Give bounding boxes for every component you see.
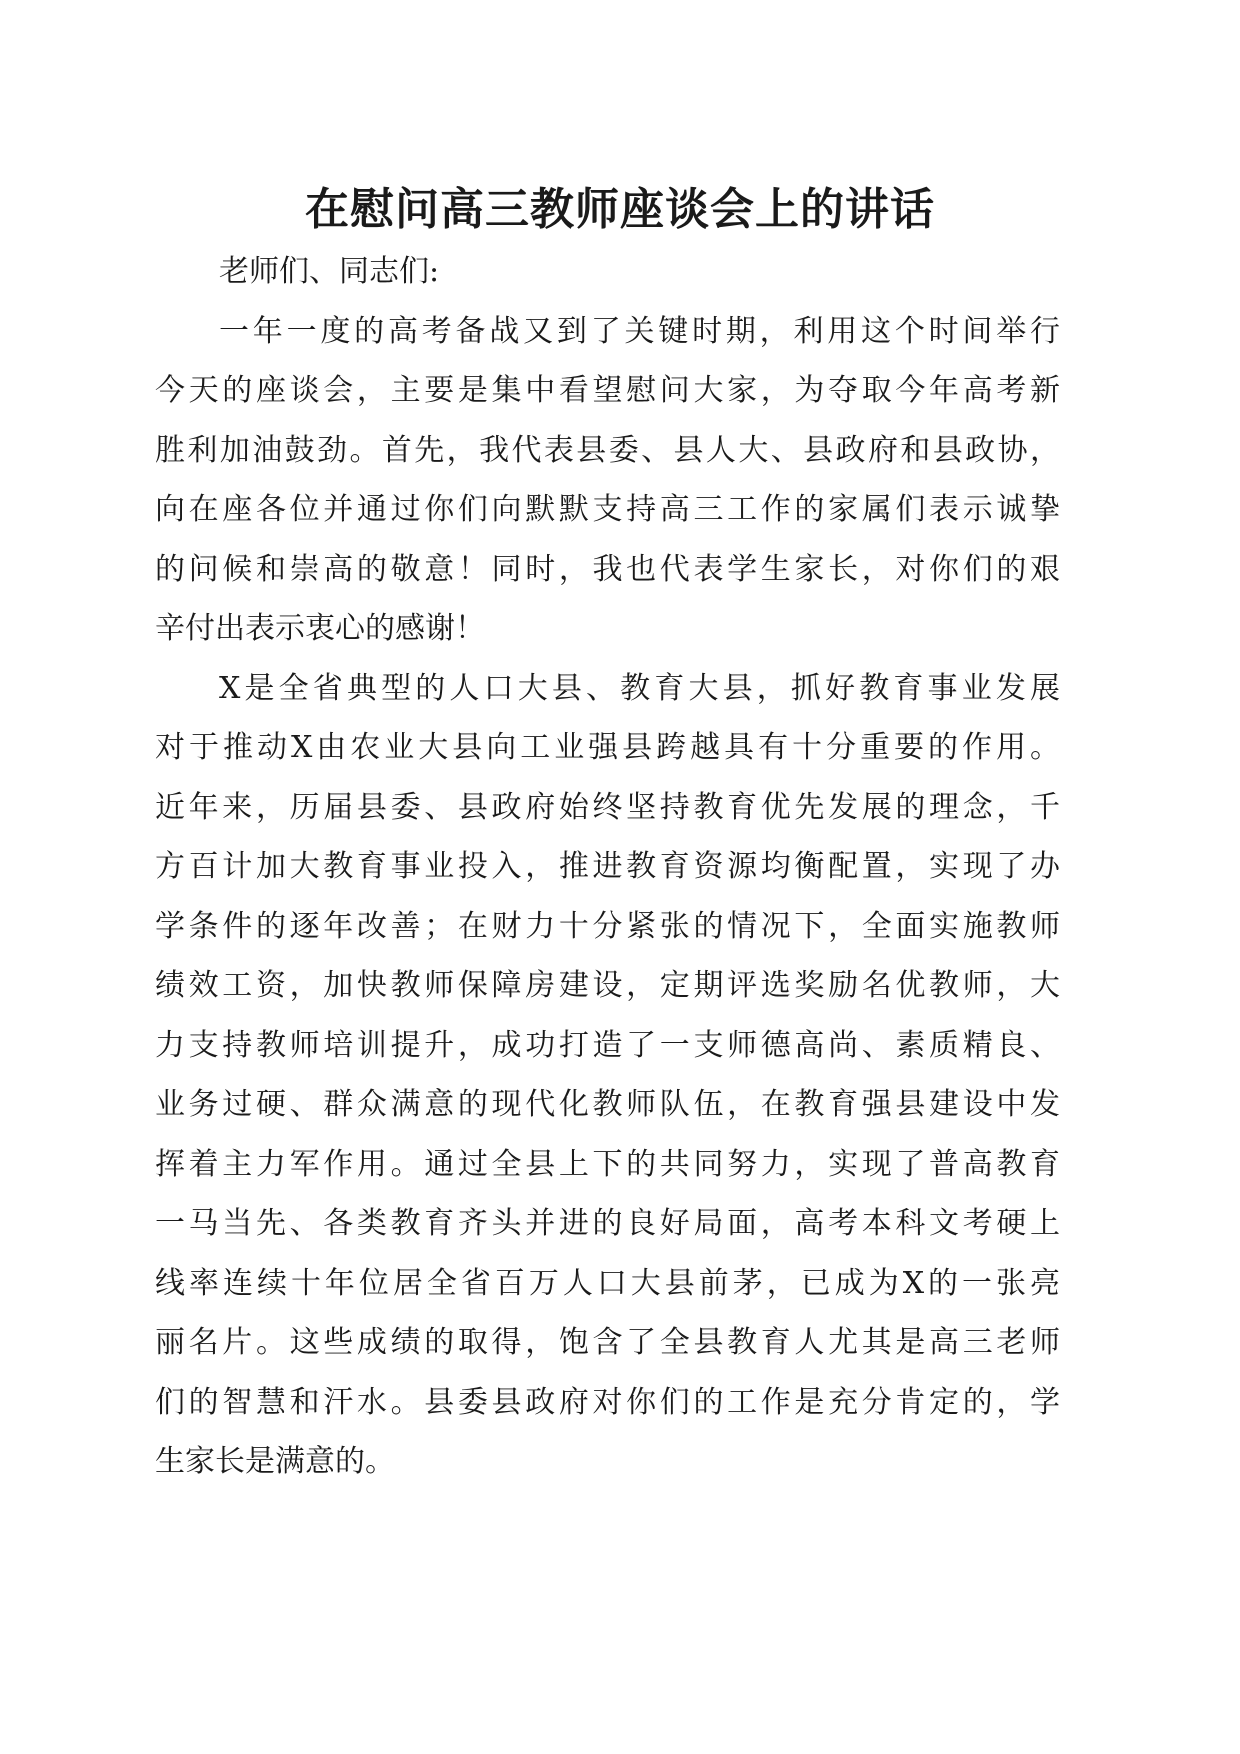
text-line: 近年来，历届县委、县政府始终坚持教育优先发展的理念，千 (155, 789, 1060, 825)
text-line: 胜利加油鼓劲。首先，我代表县委、县人大、县政府和县政协， (155, 432, 1060, 468)
text-line: 们的智慧和汗水。县委县政府对你们的工作是充分肯定的，学 (155, 1384, 1060, 1420)
text-line: 辛付出表示衷心的感谢！ (155, 611, 485, 646)
text-line: 方百计加大教育事业投入，推进教育资源均衡配置，实现了办 (155, 849, 1060, 884)
text-line: 绩效工资，加快教师保障房建设，定期评选奖励名优教师，大 (155, 968, 1060, 1003)
text-line: 对于推动X由农业大县向工业强县跨越具有十分重要的作用。 (155, 730, 1060, 765)
document-body (155, 242, 1060, 1492)
text-line: 生家长是满意的。 (155, 1444, 395, 1479)
text-line: 一马当先、各类教育齐头并进的良好局面，高考本科文考硬上 (155, 1206, 1060, 1241)
text-line: 向在座各位并通过你们向默默支持高三工作的家属们表示诚挚 (155, 492, 1060, 527)
paragraph-1 (155, 302, 1060, 659)
text-line: 线率连续十年位居全省百万人口大县前茅，已成为X的一张亮 (155, 1265, 1060, 1301)
document-title: 在慰问高三教师座谈会上的讲话 (305, 184, 935, 235)
text-line: 一年一度的高考备战又到了关键时期，利用这个时间举行 (219, 313, 1060, 349)
salutation: 老师们、同志们: (219, 254, 440, 289)
text-line: 学条件的逐年改善；在财力十分紧张的情况下，全面实施教师 (155, 908, 1060, 944)
text-line: 丽名片。这些成绩的取得，饱含了全县教育人尤其是高三老师 (155, 1325, 1060, 1360)
text-line: 挥着主力军作用。通过全县上下的共同努力，实现了普高教育 (155, 1146, 1060, 1182)
text-line: 力支持教师培训提升，成功打造了一支师德高尚、素质精良、 (155, 1027, 1060, 1063)
paragraph-2 (155, 659, 1060, 1492)
text-line: 今天的座谈会，主要是集中看望慰问大家，为夺取今年高考新 (155, 373, 1060, 408)
text-line: 业务过硬、群众满意的现代化教师队伍，在教育强县建设中发 (155, 1087, 1060, 1122)
text-line: X是全省典型的人口大县、教育大县，抓好教育事业发展 (219, 670, 1060, 706)
text-line: 的问候和崇高的敬意！同时，我也代表学生家长，对你们的艰 (155, 551, 1060, 587)
